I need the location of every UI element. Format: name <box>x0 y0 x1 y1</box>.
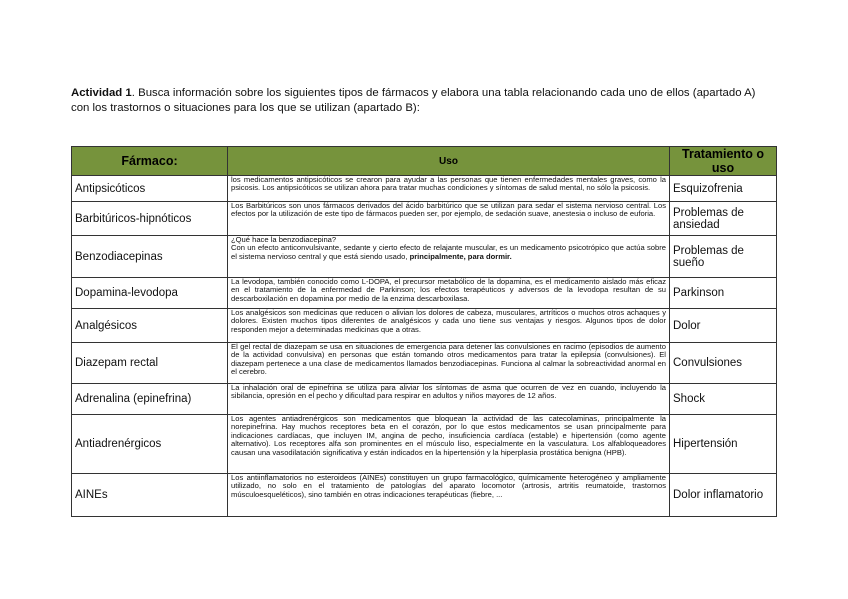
activity-instructions <box>71 86 771 116</box>
activity-text: . Busca información sobre los siguientes tipos de fármacos y elabora una tabla relacionando cada uno de ellos (apartado A) con los trastornos o situaciones para los que se utilizan (apartado B): <box>71 87 756 114</box>
table-header-row <box>72 147 777 176</box>
drug-use <box>228 236 670 278</box>
drug-name: Antipsicóticos <box>72 176 228 202</box>
drug-name: Dopamina-levodopa <box>72 278 228 309</box>
drug-name: AINEs <box>72 474 228 517</box>
drug-treatment: Esquizofrenia <box>670 176 777 202</box>
drug-use: los medicamentos antipsicóticos se crearon para ayudar a las personas que tienen enfermedades mentales graves, como la psicosis. Los antipsicóticos se utilizan ahora para tratar muchas condiciones y síntomas de salud mental, no sólo la psicosis. <box>228 176 670 202</box>
drug-treatment: Problemas de sueño <box>670 236 777 278</box>
activity-title: Actividad 1 <box>71 87 132 99</box>
drug-treatment: Problemas de ansiedad <box>670 202 777 236</box>
drug-use: Los analgésicos son medicinas que reducen o alivian los dolores de cabeza, musculares, artríticos o muchos otros achaques y dolores. Existen muchos tipos diferentes de analgésicos y cada uno tiene sus ventajas y riesgos. Algunos tipos de dolor responden mejor a determinadas medicinas que a otras. <box>228 309 670 343</box>
drug-use: Los Barbitúricos son unos fármacos derivados del ácido barbitúrico que se utilizan para sedar el sistema nervioso central. Los efectos por la utilización de este tipo de fármacos pueden ser, por ejemplo, de sedación suave, anestesia o incluso de euforia. <box>228 202 670 236</box>
drug-treatment: Shock <box>670 384 777 415</box>
drug-treatment: Hipertensión <box>670 415 777 474</box>
header-farmaco: Fármaco: <box>72 147 228 176</box>
drug-use: Los agentes antiadrenérgicos son medicamentos que bloquean la actividad de las catecolaminas, principalmente la norepinefrina. Hay muchos receptores beta en el corazón, por lo que estos medicamentos se usan principalmente para indicaciones cardíacas, que incluyen IM, angina de pecho, insuficiencia cardíaca (estable) e hipertensión (como agente alternativo). Los receptores alfa son prominentes en el músculo liso, especialmente en la vasculatura. Los alfabloqueadores causan una vasodilatación significativa y están indicados en la hipertensión y la hiperplasia prostática benigna (HPB). <box>228 415 670 474</box>
drug-use-highlight: principalmente, para dormir. <box>409 251 512 261</box>
drug-use-question: ¿Qué hace la benzodiacepina? <box>231 235 337 244</box>
drug-treatment: Dolor <box>670 309 777 343</box>
drug-treatment: Dolor inflamatorio <box>670 474 777 517</box>
table-row <box>72 236 777 278</box>
drug-name: Barbitúricos-hipnóticos <box>72 202 228 236</box>
table-row <box>72 202 777 236</box>
drug-use: La inhalación oral de epinefrina se utiliza para aliviar los síntomas de asma que ocurren de vez en cuando, incluyendo la sibilancia, opresión en el pecho y dificultad para respirar en adultos y niños mayores de 12 años. <box>228 384 670 415</box>
drug-use: La levodopa, también conocido como L-DOPA, el precursor metabólico de la dopamina, es el medicamento aislado más eficaz en el tratamiento de la enfermedad de Parkinson; los efectos terapéuticos y adversos de la levodopa resultan de su descarboxilación en dopamina por medio de la enzima descarboxilasa. <box>228 278 670 309</box>
table-row <box>72 309 777 343</box>
header-tratamiento: Tratamiento o uso <box>670 147 777 176</box>
drug-name: Antiadrenérgicos <box>72 415 228 474</box>
table-row <box>72 343 777 384</box>
drug-treatment: Convulsiones <box>670 343 777 384</box>
drug-table <box>71 146 777 517</box>
table-row <box>72 278 777 309</box>
drug-use: Los antiinflamatorios no esteroideos (AINEs) constituyen un grupo farmacológico, químicamente heterogéneo y ampliamente utilizado, no solo en el tratamiento de patologías del aparato locomotor (artrosis, artritis reumatoide, trastornos músculoesqueléticos), sino también en otras indicaciones terapéuticas (fiebre, ... <box>228 474 670 517</box>
drug-name: Analgésicos <box>72 309 228 343</box>
drug-use: El gel rectal de diazepam se usa en situaciones de emergencia para detener las convulsiones en racimo (episodios de aumento de la actividad convulsiva) en personas que están tomando otros medicamentos para tratar la epilepsia (convulsiones). El diazepam pertenece a una clase de medicamentos llamados benzodiacepinas. Funciona al calmar la sobreactividad anormal en el cerebro. <box>228 343 670 384</box>
drug-name: Adrenalina (epinefrina) <box>72 384 228 415</box>
table-row <box>72 474 777 517</box>
table-row <box>72 176 777 202</box>
drug-name: Benzodiacepinas <box>72 236 228 278</box>
drug-use-text: Con un efecto anticonvulsivante, sedante y cierto efecto de relajante muscular, es un medicamento psicotrópico que actúa sobre el sistema nervioso central y que está siendo usado, <box>231 243 666 261</box>
header-uso: Uso <box>228 147 670 176</box>
drug-name: Diazepam rectal <box>72 343 228 384</box>
table-row <box>72 415 777 474</box>
table-row <box>72 384 777 415</box>
drug-treatment: Parkinson <box>670 278 777 309</box>
